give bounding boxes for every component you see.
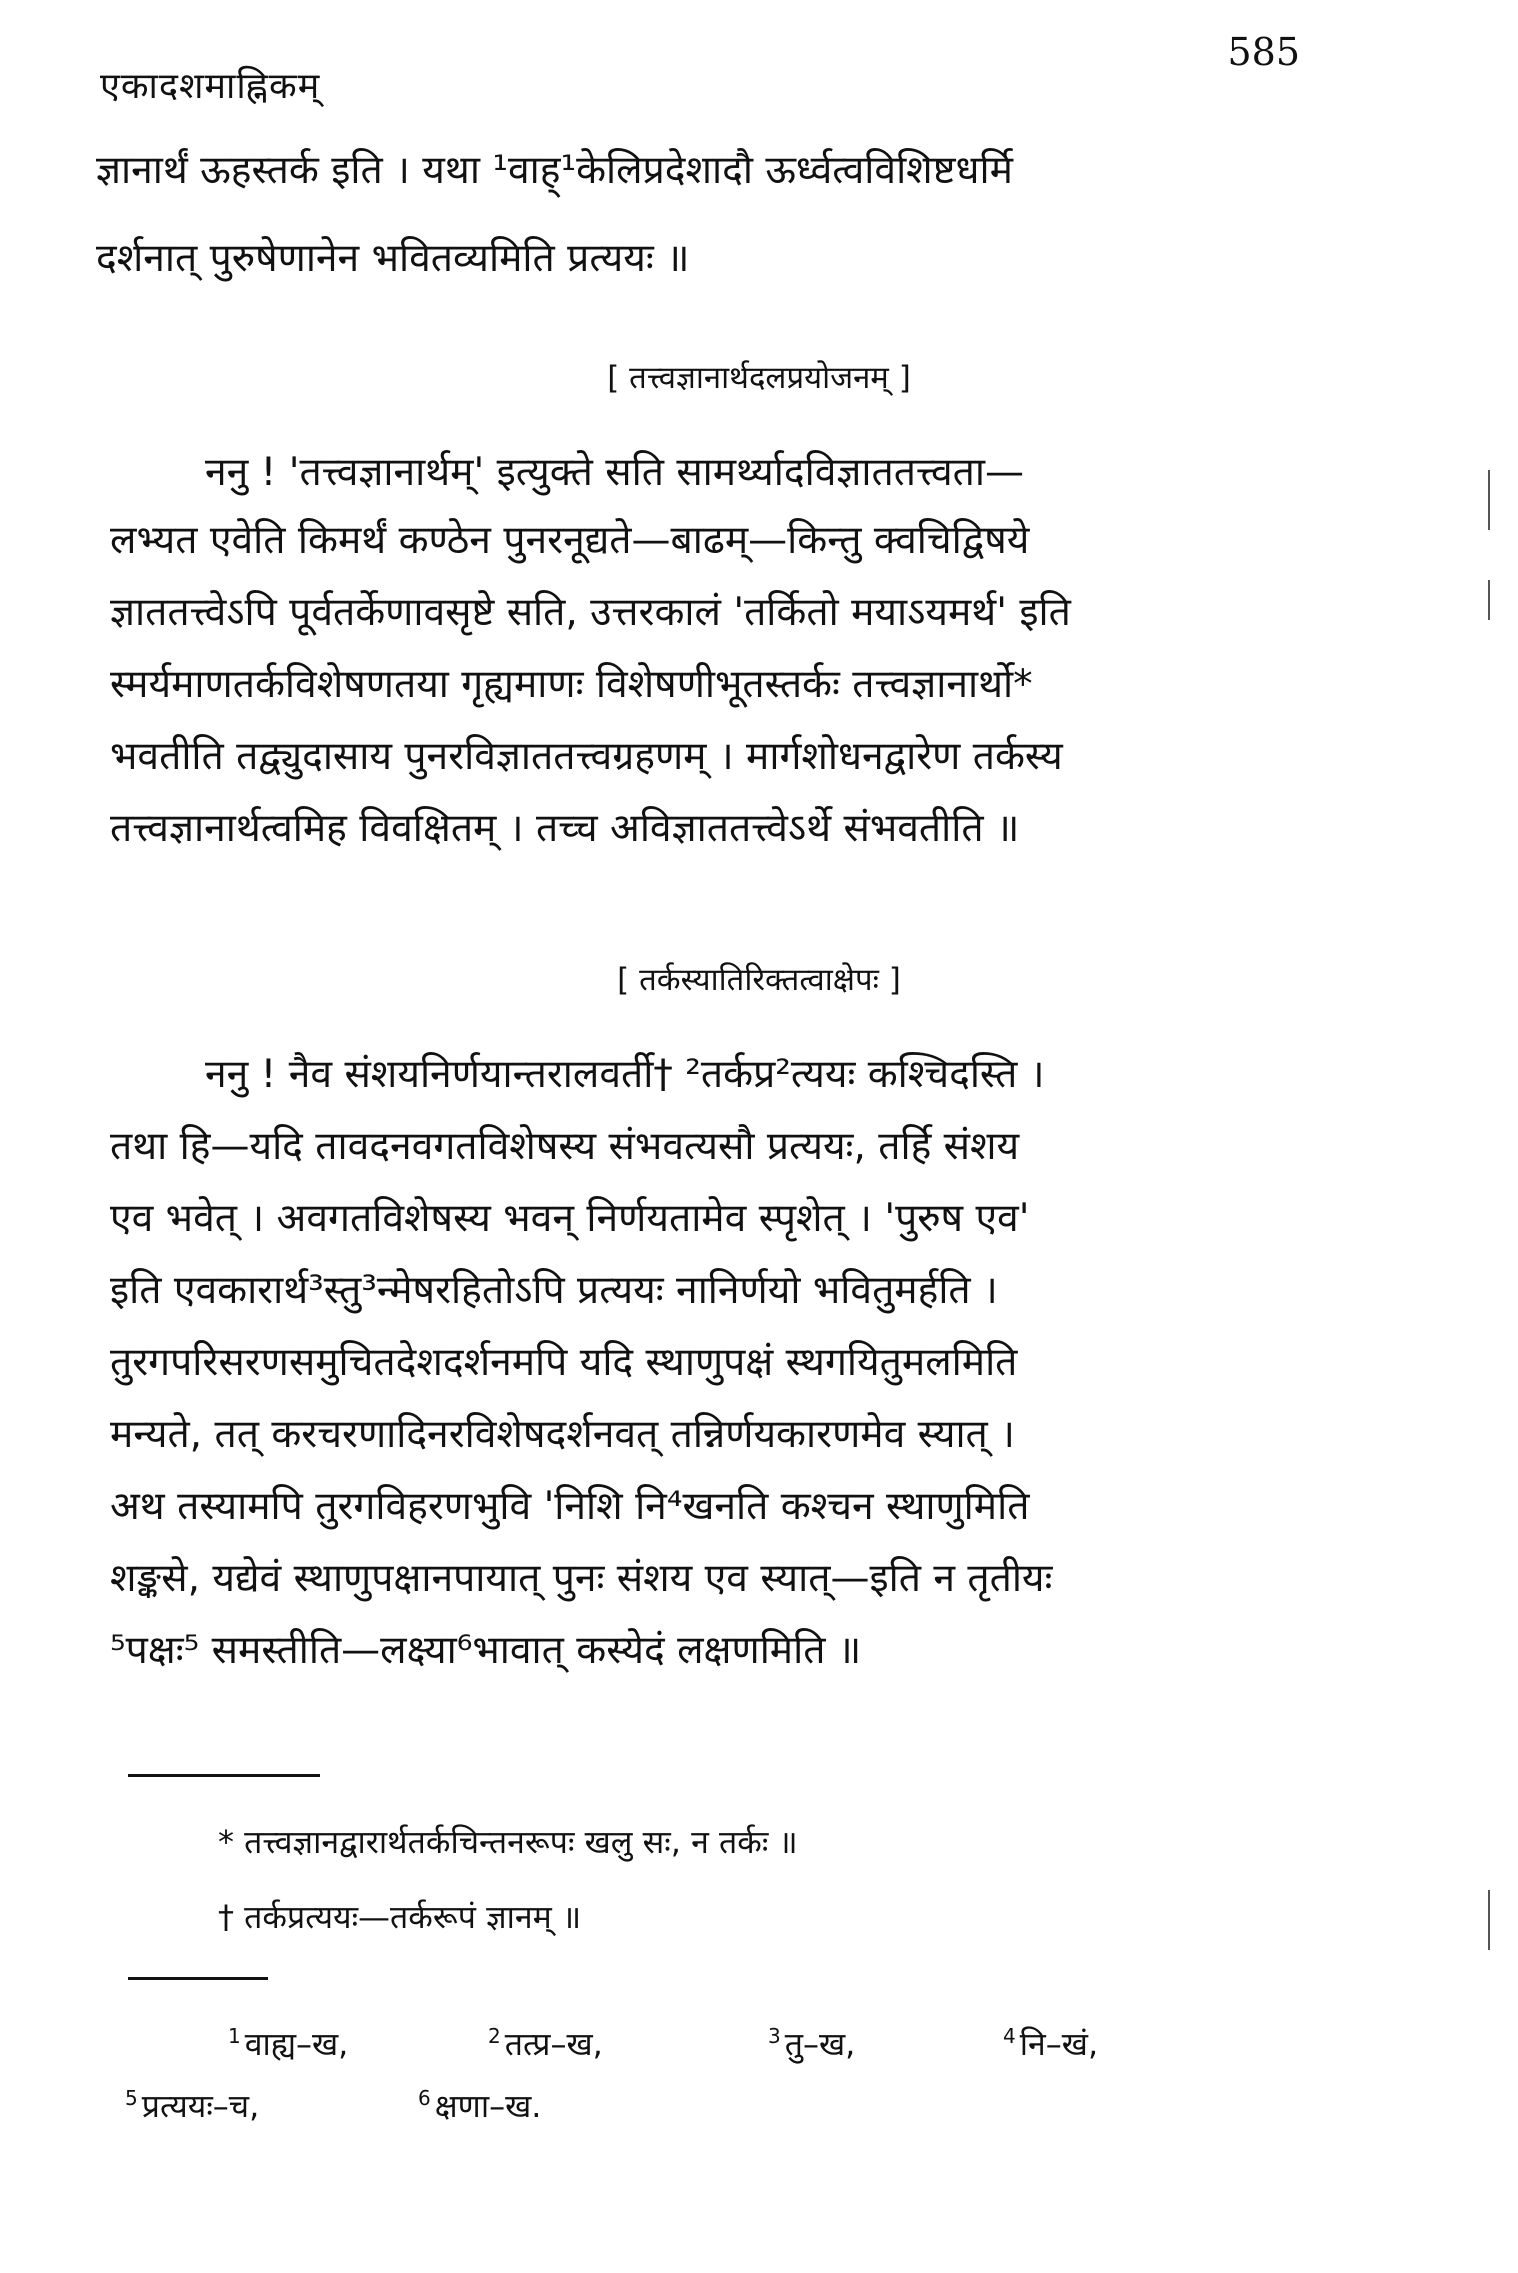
variant-text: तु–ख,: [784, 2025, 856, 2063]
variant-text: वाह्य–ख,: [244, 2025, 349, 2063]
variant-number: 1: [228, 2024, 241, 2049]
text-line: दर्शनात् पुरुषेणानेन भवितव्यमिति प्रत्ययः ॥: [96, 236, 690, 281]
variant-text: तत्प्र–ख,: [504, 2025, 603, 2063]
text-line: स्मर्यमाणतर्कविशेषणतया गृह्यमाणः विशेषणीभूतस्तर्कः तत्त्वज्ञानार्थो*: [110, 662, 1033, 707]
text-line: भवतीति तद्व्युदासाय पुनरविज्ञाततत्त्वग्रहणम् । मार्गशोधनद्वारेण तर्कस्य: [110, 734, 1063, 779]
text-line: ननु ! नैव संशयनिर्णयान्तरालवर्ती† ²तर्कप्र²त्ययः कश्चिदस्ति ।: [205, 1052, 1045, 1097]
variant-reading: [418, 2084, 541, 2127]
section-heading: [ तर्कस्यातिरिक्तत्वाक्षेपः ]: [617, 962, 901, 998]
text-line: ननु ! 'तत्त्वज्ञानार्थम्' इत्युक्ते सति सामर्थ्यादविज्ञाततत्त्वता—: [205, 450, 1025, 495]
variant-text: क्षणा–ख.: [434, 2087, 542, 2125]
section-heading: [ तत्त्वज्ञानार्थदलप्रयोजनम् ]: [607, 360, 911, 396]
running-head: एकादशमाह्निकम्: [100, 66, 321, 107]
page-number: 585: [1227, 30, 1300, 74]
footnote: * तत्त्वज्ञानद्वारार्थतर्कचिन्तनरूपः खलु सः, न तर्कः ॥: [218, 1823, 798, 1861]
text-line: इति एवकारार्थ³स्तु³न्मेषरहितोऽपि प्रत्ययः नानिर्णयो भवितुमर्हति ।: [110, 1268, 998, 1313]
variant-number: 2: [488, 2024, 501, 2049]
text-line: तत्त्वज्ञानार्थत्वमिह विवक्षितम् । तच्च अविज्ञाततत्त्वेऽर्थे संभवतीति ॥: [110, 806, 1020, 851]
margin-mark: [1488, 1890, 1490, 1950]
text-line: ⁵पक्षः⁵ समस्तीति—लक्ष्या⁶भावात् कस्येदं लक्षणमिति ॥: [110, 1628, 862, 1673]
text-line: ज्ञानार्थं ऊहस्तर्क इति । यथा ¹वाह्¹केलिप्रदेशादौ ऊर्ध्वत्वविशिष्टधर्मि: [96, 148, 1013, 193]
margin-mark: [1488, 580, 1490, 620]
variant-number: 5: [125, 2086, 138, 2111]
footnote: † तर्कप्रत्ययः—तर्करूपं ज्ञानम् ॥: [218, 1898, 582, 1936]
variant-number: 3: [768, 2024, 781, 2049]
variant-reading: [228, 2022, 348, 2065]
variant-text: प्रत्ययः–च,: [141, 2087, 260, 2125]
text-line: एव भवेत् । अवगतविशेषस्य भवन् निर्णयतामेव स्पृशेत् । 'पुरुष एव': [110, 1196, 1030, 1241]
variant-reading: [488, 2022, 603, 2065]
variant-number: 4: [1003, 2024, 1016, 2049]
footnote-rule: [128, 1774, 320, 1777]
margin-mark: [1488, 470, 1490, 530]
text-line: मन्यते, तत् करचरणादिनरविशेषदर्शनवत् तन्निर्णयकारणमेव स्यात् ।: [110, 1412, 1015, 1457]
text-line: शङ्कसे, यद्येवं स्थाणुपक्षानपायात् पुनः संशय एव स्यात्—इति न तृतीयः: [110, 1556, 1053, 1601]
variants-rule: [128, 1977, 268, 1980]
variant-reading: [125, 2084, 259, 2127]
variant-number: 6: [418, 2086, 431, 2111]
text-line: तथा हि—यदि तावदनवगतविशेषस्य संभवत्यसौ प्रत्ययः, तर्हि संशय: [110, 1124, 1020, 1169]
variant-reading: [1003, 2022, 1098, 2065]
variant-reading: [768, 2022, 855, 2065]
variant-text: नि–खं,: [1019, 2025, 1099, 2063]
text-line: लभ्यत एवेति किमर्थं कण्ठेन पुनरनूद्यते—बाढम्—किन्तु क्वचिद्विषये: [110, 518, 1030, 563]
text-line: ज्ञाततत्त्वेऽपि पूर्वतर्केणावसृष्टे सति, उत्तरकालं 'तर्कितो मयाऽयमर्थ' इति: [110, 590, 1071, 635]
text-line: तुरगपरिसरणसमुचितदेशदर्शनमपि यदि स्थाणुपक्षं स्थगयितुमलमिति: [110, 1340, 1018, 1385]
text-line: अथ तस्यामपि तुरगविहरणभुवि 'निशि नि⁴खनति कश्चन स्थाणुमिति: [110, 1484, 1030, 1529]
